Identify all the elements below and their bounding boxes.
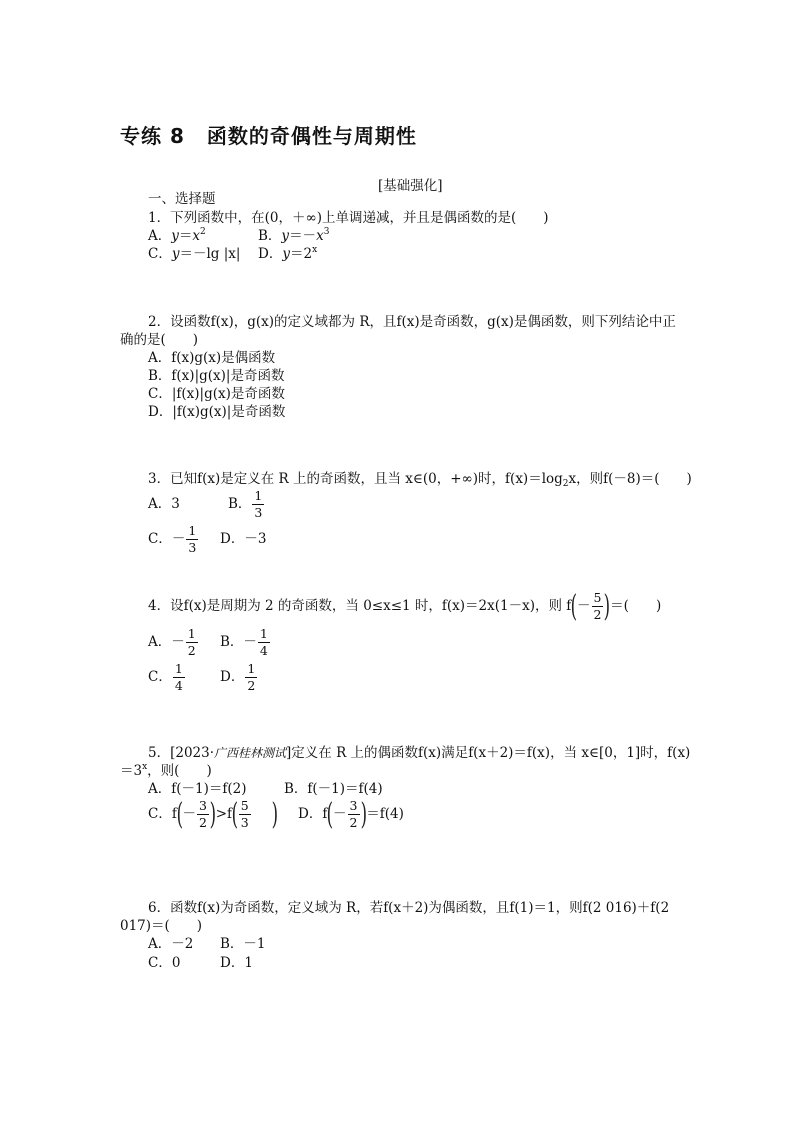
q2-option-c: C．|f(x)|g(x)是奇函数 bbox=[148, 386, 285, 402]
q5-stem-line1: 5．[2023·广西桂林测试]定义在 R 上的偶函数f(x)满足f(x＋2)＝f(x)，当 x∈[0，1]时，f(x) bbox=[148, 745, 691, 761]
q3-stem: 3．已知f(x)是定义在 R 上的奇函数，且当 x∈(0，+∞)时，$f(x)=\log_2x$，则f(－8)＝( ) bbox=[148, 471, 692, 489]
q1-stem: 1．下列函数中，在(0，＋∞)上单调递减，并且是偶函数的是( ) bbox=[148, 210, 549, 226]
q3-options-ab bbox=[148, 488, 265, 524]
q1-options-ab bbox=[148, 228, 329, 245]
q6-stem-line2: 017)＝( ) bbox=[120, 918, 203, 934]
q1-option-b: B．$y=-x^3$ bbox=[258, 227, 330, 244]
q6-stem-line1: 6．函数f(x)为奇函数，定义域为 R，若f(x＋2)为偶函数，且f(1)＝1，则f(2 016)＋f(2 bbox=[148, 900, 670, 916]
q6-options-ab bbox=[148, 936, 266, 953]
q5-option-c: C．f(－ $\frac{3}{2}$ )>f( $\frac{5}{3}$ ) bbox=[148, 796, 278, 832]
q4-option-d: D． $\frac{1}{2}$ bbox=[220, 661, 256, 693]
q2-stem-line2: 确的是( ) bbox=[120, 332, 199, 348]
q5-stem-line2: $=3^x$，则( ) bbox=[120, 762, 212, 779]
q6-option-b: B．－1 bbox=[220, 936, 266, 952]
q3-options-cd bbox=[148, 523, 266, 559]
q6-options-cd bbox=[148, 955, 253, 972]
q5-options-ab bbox=[148, 781, 383, 798]
q4-option-a: A．－ $\frac{1}{2}$ bbox=[148, 626, 196, 658]
q3-option-c: C．－ $\frac{1}{3}$ bbox=[148, 523, 197, 555]
q1-option-d: D．$y=2^x$ bbox=[258, 245, 318, 262]
q5-option-a: A．f(－1)＝f(2) bbox=[148, 781, 247, 797]
q2-option-d: D．|f(x)g(x)|是奇函数 bbox=[148, 404, 286, 420]
q3-option-b: B． $\frac{1}{3}$ bbox=[228, 488, 263, 520]
q5-options-cd bbox=[148, 798, 404, 834]
part-heading: 一、选择题 bbox=[148, 191, 216, 207]
q2-stem-line1: 2．设函数f(x)，g(x)的定义域都为 R，且f(x)是奇函数，g(x)是偶函数，则下列结论中正 bbox=[148, 314, 676, 330]
q3-c-fraction: $\frac{1}{3}$ bbox=[188, 523, 197, 555]
q3-option-a: A．3 bbox=[148, 496, 180, 512]
q5-source: 广西桂林测试 bbox=[214, 746, 287, 760]
title-code: 专练 8 bbox=[120, 124, 185, 148]
q1-option-a: A．$y=x^2$ bbox=[148, 227, 206, 244]
q6-option-d: D．1 bbox=[220, 955, 253, 971]
q4-stem: 4．设f(x)是周期为 2 的奇函数，当 0≤x≤1 时，f(x)＝2x(1－x)，则 f(－ $\frac{5}{2}$ )＝( ) bbox=[148, 588, 662, 624]
q4-options-cd bbox=[148, 661, 258, 697]
title-name: 函数的奇偶性与周期性 bbox=[206, 124, 417, 148]
q4-options-ab bbox=[148, 626, 271, 662]
q4-stem-fraction: $\frac{5}{2}$ bbox=[593, 590, 602, 622]
q6-option-c: C．0 bbox=[148, 955, 181, 971]
q4-option-c: C． $\frac{1}{4}$ bbox=[148, 661, 183, 693]
q4-option-b: B．－ $\frac{1}{4}$ bbox=[220, 626, 268, 658]
section-tag: [基础强化] bbox=[378, 178, 443, 194]
q5-option-b: B．f(－1)＝f(4) bbox=[284, 781, 383, 797]
q2-option-b: B．f(x)|g(x)|是奇函数 bbox=[148, 368, 285, 384]
q1-option-c: C．y＝－lg |x| bbox=[148, 246, 241, 262]
q3-option-d: D．－3 bbox=[220, 531, 267, 547]
q2-option-a: A．f(x)g(x)是偶函数 bbox=[148, 350, 276, 366]
q6-option-a: A．－2 bbox=[148, 936, 194, 952]
q1-options-cd bbox=[148, 246, 317, 263]
page-title bbox=[120, 120, 417, 149]
q3-b-fraction: $\frac{1}{3}$ bbox=[254, 488, 263, 520]
q5-option-d: D．f(－ $\frac{3}{2}$ )＝f(4) bbox=[298, 796, 404, 832]
